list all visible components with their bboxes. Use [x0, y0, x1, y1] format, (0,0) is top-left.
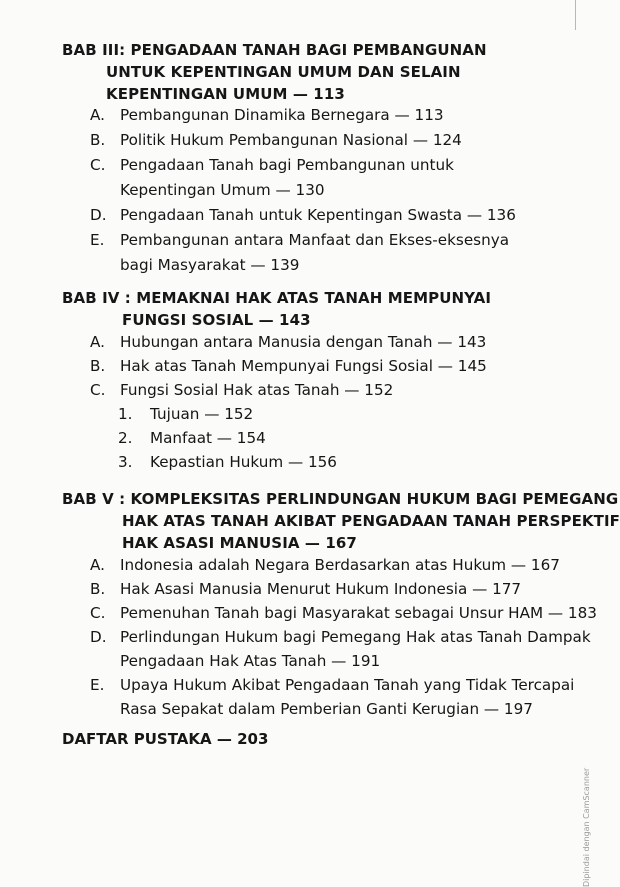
toc-item-text: Perlindungan Hukum bagi Pemegang Hak atas Tanah Dampak — [120, 628, 591, 646]
page-edge-line — [575, 0, 576, 30]
toc-item-text: Hubungan antara Manusia dengan Tanah — 143 — [120, 333, 487, 351]
toc-subitem-marker: 3. — [118, 453, 133, 471]
toc-item-marker: C. — [90, 156, 106, 174]
toc-item — [90, 204, 516, 226]
toc-item-text: Hak atas Tanah Mempunyai Fungsi Sosial — 145 — [120, 357, 487, 375]
toc-item-marker: A. — [90, 333, 105, 351]
toc-item-text: Fungsi Sosial Hak atas Tanah — 152 — [120, 381, 394, 399]
chapter-heading-line: KEPENTINGAN UMUM — 113 — [106, 85, 345, 103]
toc-item-text: bagi Masyarakat — 139 — [120, 256, 300, 274]
chapter-heading-line: BAB V : KOMPLEKSITAS PERLINDUNGAN HUKUM BAGI PEMEGANG — [62, 490, 619, 508]
toc-item-marker: E. — [90, 231, 105, 249]
chapter-heading-line: FUNGSI SOSIAL — 143 — [122, 311, 311, 329]
toc-item — [90, 331, 487, 353]
toc-item-marker: C. — [90, 381, 106, 399]
chapter-items-bab-5 — [90, 554, 597, 720]
toc-item-text: Indonesia adalah Negara Berdasarkan atas Hukum — 167 — [120, 556, 560, 574]
chapter-heading-line: BAB III: PENGADAAN TANAH BAGI PEMBANGUNAN — [62, 41, 487, 59]
bibliography-heading: DAFTAR PUSTAKA — 203 — [62, 730, 269, 748]
chapter-heading-line: HAK ASASI MANUSIA — 167 — [122, 534, 357, 552]
toc-item-text: Pemenuhan Tanah bagi Masyarakat sebagai Unsur HAM — 183 — [120, 604, 597, 622]
toc-item — [90, 104, 516, 126]
toc-item-marker: D. — [90, 206, 107, 224]
toc-item-text: Kepentingan Umum — 130 — [120, 181, 325, 199]
toc-subitem — [118, 427, 487, 449]
toc-item-text: Hak Asasi Manusia Menurut Hukum Indonesia — 177 — [120, 580, 522, 598]
chapter-items-bab-3 — [90, 104, 516, 276]
toc-subitems — [90, 403, 487, 473]
toc-item — [90, 229, 516, 276]
chapter-heading-line: UNTUK KEPENTINGAN UMUM DAN SELAIN — [106, 63, 461, 81]
toc-item — [90, 379, 487, 401]
toc-item-marker: B. — [90, 580, 106, 598]
chapter-heading-bab-4 — [62, 287, 491, 331]
toc-item-marker: B. — [90, 131, 106, 149]
toc-subitem-marker: 2. — [118, 429, 133, 447]
toc-item-marker: B. — [90, 357, 106, 375]
chapter-heading-line: HAK ATAS TANAH AKIBAT PENGADAAN TANAH PERSPEKTIF — [122, 512, 620, 530]
toc-item-text: Pengadaan Hak Atas Tanah — 191 — [120, 652, 381, 670]
toc-item — [90, 602, 597, 624]
toc-item-marker: A. — [90, 556, 105, 574]
toc-item-text: Pembangunan Dinamika Bernegara — 113 — [120, 106, 444, 124]
toc-item-text: Pengadaan Tanah untuk Kepentingan Swasta — 136 — [120, 206, 516, 224]
toc-item-text: Pengadaan Tanah bagi Pembangunan untuk — [120, 156, 454, 174]
toc-item-marker: E. — [90, 676, 105, 694]
toc-item-marker: D. — [90, 628, 107, 646]
toc-item-text: Upaya Hukum Akibat Pengadaan Tanah yang Tidak Tercapai — [120, 676, 575, 694]
toc-item-text: Rasa Sepakat dalam Pemberian Ganti Kerugian — 197 — [120, 700, 533, 718]
toc-item — [90, 554, 597, 576]
toc-item — [90, 674, 597, 720]
chapter-items-bab-4 — [90, 331, 487, 473]
chapter-heading-bab-5 — [62, 488, 620, 554]
toc-item — [90, 154, 516, 201]
toc-subitem — [118, 451, 487, 473]
toc-item — [90, 578, 597, 600]
toc-item-text: Politik Hukum Pembangunan Nasional — 124 — [120, 131, 462, 149]
toc-item-marker: C. — [90, 604, 106, 622]
chapter-heading-line: BAB IV : MEMAKNAI HAK ATAS TANAH MEMPUNYAI — [62, 289, 492, 307]
toc-subitem-marker: 1. — [118, 405, 133, 423]
toc-item-text: Pembangunan antara Manfaat dan Ekses-eksesnya — [120, 231, 510, 249]
toc-item — [90, 355, 487, 377]
toc-subitem-text: Manfaat — 154 — [150, 429, 266, 447]
scanner-watermark — [582, 640, 594, 887]
scanner-watermark-text: Dipindai dengan CamScanner — [582, 767, 591, 887]
toc-item — [90, 129, 516, 151]
toc-subitem — [118, 403, 487, 425]
chapter-heading-bab-3 — [62, 39, 487, 105]
toc-item-marker: A. — [90, 106, 105, 124]
toc-subitem-text: Kepastian Hukum — 156 — [150, 453, 337, 471]
toc-item — [90, 626, 597, 672]
toc-subitem-text: Tujuan — 152 — [150, 405, 254, 423]
